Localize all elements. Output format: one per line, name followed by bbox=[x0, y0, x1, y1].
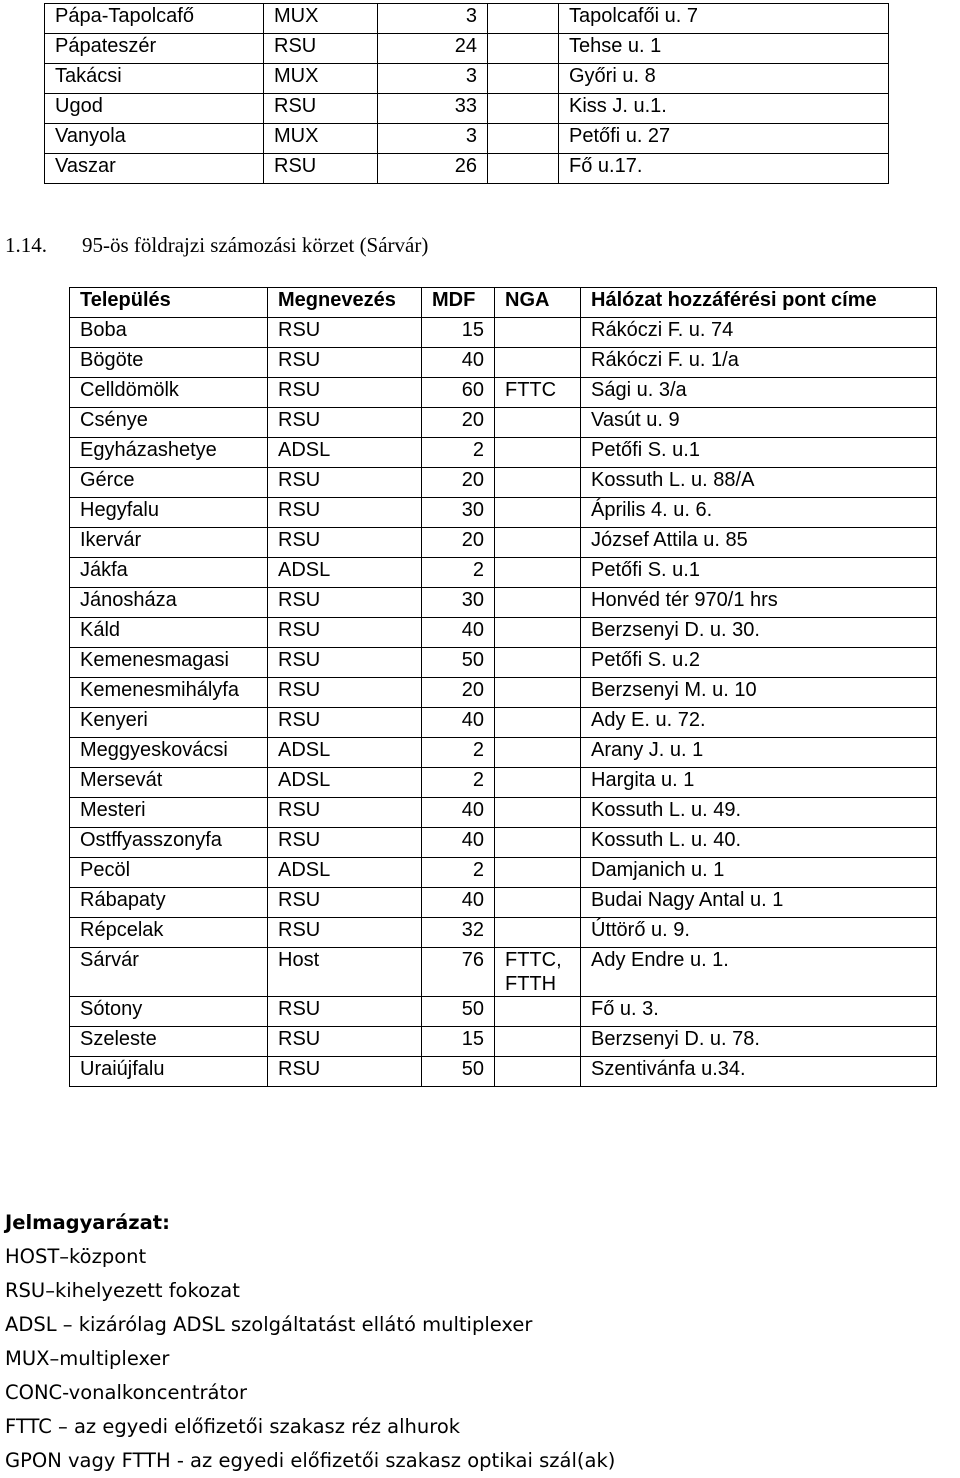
cell-settlement: Mesteri bbox=[70, 798, 268, 828]
cell-address: Berzsenyi D. u. 30. bbox=[581, 618, 937, 648]
cell-settlement: Bögöte bbox=[70, 348, 268, 378]
cell-address: Rákóczi F. u. 74 bbox=[581, 318, 937, 348]
cell-type: RSU bbox=[268, 318, 422, 348]
cell-nga: FTTC bbox=[495, 378, 581, 408]
section-number: 1.14. bbox=[5, 233, 47, 257]
cell-type: MUX bbox=[264, 64, 378, 94]
cell-nga bbox=[495, 618, 581, 648]
cell-settlement: Ikervár bbox=[70, 528, 268, 558]
cell-nga bbox=[495, 918, 581, 948]
cell-nga bbox=[495, 708, 581, 738]
table-row bbox=[70, 318, 937, 348]
cell-mdf: 40 bbox=[422, 708, 495, 738]
cell-address: Kossuth L. u. 40. bbox=[581, 828, 937, 858]
cell-address: Április 4. u. 6. bbox=[581, 498, 937, 528]
cell-type: RSU bbox=[264, 34, 378, 64]
cell-type: RSU bbox=[268, 498, 422, 528]
cell-settlement: Kenyeri bbox=[70, 708, 268, 738]
cell-type: MUX bbox=[264, 124, 378, 154]
cell-address: Győri u. 8 bbox=[559, 64, 889, 94]
cell-settlement: Jánosháza bbox=[70, 588, 268, 618]
cell-address: Berzsenyi D. u. 78. bbox=[581, 1027, 937, 1057]
cell-mdf: 20 bbox=[422, 678, 495, 708]
cell-nga bbox=[495, 348, 581, 378]
cell-type: RSU bbox=[268, 1057, 422, 1087]
cell-mdf: 3 bbox=[378, 64, 488, 94]
legend-item: HOST–központ bbox=[5, 1245, 147, 1268]
cell-settlement: Sótony bbox=[70, 997, 268, 1027]
cell-mdf: 40 bbox=[422, 348, 495, 378]
cell-settlement: Gérce bbox=[70, 468, 268, 498]
table-row bbox=[45, 34, 889, 64]
legend bbox=[5, 1206, 615, 1478]
table-row bbox=[70, 948, 937, 997]
cell-mdf: 2 bbox=[422, 858, 495, 888]
cell-type: ADSL bbox=[268, 558, 422, 588]
cell-mdf: 40 bbox=[422, 618, 495, 648]
cell-type: RSU bbox=[268, 408, 422, 438]
cell-settlement: Pápateszér bbox=[45, 34, 264, 64]
cell-settlement: Egyházashetye bbox=[70, 438, 268, 468]
cell-type: ADSL bbox=[268, 438, 422, 468]
cell-mdf: 2 bbox=[422, 558, 495, 588]
table-row bbox=[70, 828, 937, 858]
cell-type: RSU bbox=[268, 468, 422, 498]
cell-nga bbox=[495, 798, 581, 828]
table-row bbox=[70, 738, 937, 768]
cell-spacer bbox=[488, 4, 559, 34]
cell-type: MUX bbox=[264, 4, 378, 34]
cell-settlement: Csénye bbox=[70, 408, 268, 438]
cell-type: RSU bbox=[264, 94, 378, 124]
header-megnevezes: Megnevezés bbox=[268, 288, 422, 318]
cell-type: RSU bbox=[268, 378, 422, 408]
cell-nga bbox=[495, 528, 581, 558]
table-row bbox=[70, 618, 937, 648]
cell-mdf: 40 bbox=[422, 888, 495, 918]
cell-address: Tehse u. 1 bbox=[559, 34, 889, 64]
cell-settlement: Boba bbox=[70, 318, 268, 348]
cell-mdf: 2 bbox=[422, 738, 495, 768]
cell-nga bbox=[495, 588, 581, 618]
cell-mdf: 24 bbox=[378, 34, 488, 64]
cell-mdf: 50 bbox=[422, 1057, 495, 1087]
cell-address: Budai Nagy Antal u. 1 bbox=[581, 888, 937, 918]
cell-type: RSU bbox=[268, 888, 422, 918]
cell-nga bbox=[495, 858, 581, 888]
table-row bbox=[45, 94, 889, 124]
cell-type: RSU bbox=[268, 828, 422, 858]
section-title: 95-ös földrajzi számozási körzet (Sárvár) bbox=[82, 233, 429, 257]
cell-mdf: 76 bbox=[422, 948, 495, 997]
cell-address: Damjanich u. 1 bbox=[581, 858, 937, 888]
cell-nga bbox=[495, 828, 581, 858]
cell-nga bbox=[495, 678, 581, 708]
cell-address: Kossuth L. u. 49. bbox=[581, 798, 937, 828]
table-row bbox=[70, 558, 937, 588]
cell-nga: FTTC, FTTH bbox=[495, 948, 581, 997]
cell-mdf: 50 bbox=[422, 997, 495, 1027]
cell-type: RSU bbox=[268, 618, 422, 648]
cell-mdf: 50 bbox=[422, 648, 495, 678]
legend-title: Jelmagyarázat: bbox=[5, 1211, 170, 1234]
cell-nga bbox=[495, 408, 581, 438]
cell-address: Petőfi S. u.2 bbox=[581, 648, 937, 678]
cell-address: Ady Endre u. 1. bbox=[581, 948, 937, 997]
cell-nga bbox=[495, 997, 581, 1027]
cell-spacer bbox=[488, 154, 559, 184]
cell-address: Rákóczi F. u. 1/a bbox=[581, 348, 937, 378]
cell-type: Host bbox=[268, 948, 422, 997]
cell-mdf: 15 bbox=[422, 318, 495, 348]
table-row bbox=[45, 124, 889, 154]
cell-type: RSU bbox=[268, 918, 422, 948]
cell-mdf: 32 bbox=[422, 918, 495, 948]
cell-settlement: Répcelak bbox=[70, 918, 268, 948]
cell-mdf: 2 bbox=[422, 768, 495, 798]
cell-settlement: Jákfa bbox=[70, 558, 268, 588]
cell-nga bbox=[495, 648, 581, 678]
cell-mdf: 33 bbox=[378, 94, 488, 124]
cell-settlement: Kemenesmihályfa bbox=[70, 678, 268, 708]
cell-type: RSU bbox=[268, 1027, 422, 1057]
cell-settlement: Rábapaty bbox=[70, 888, 268, 918]
table-row bbox=[70, 438, 937, 468]
cell-spacer bbox=[488, 64, 559, 94]
cell-type: RSU bbox=[268, 708, 422, 738]
cell-nga bbox=[495, 318, 581, 348]
table-row bbox=[45, 154, 889, 184]
cell-settlement: Szeleste bbox=[70, 1027, 268, 1057]
table-row bbox=[70, 997, 937, 1027]
cell-address: Petőfi S. u.1 bbox=[581, 558, 937, 588]
legend-item: RSU–kihelyezett fokozat bbox=[5, 1279, 240, 1302]
cell-type: ADSL bbox=[268, 738, 422, 768]
cell-type: RSU bbox=[264, 154, 378, 184]
legend-item: GPON vagy FTTH - az egyedi előfizetői szakasz optikai szál(ak) bbox=[5, 1449, 616, 1472]
cell-nga bbox=[495, 1027, 581, 1057]
cell-nga bbox=[495, 468, 581, 498]
header-nga: NGA bbox=[495, 288, 581, 318]
cell-type: RSU bbox=[268, 588, 422, 618]
cell-address: Fő u. 3. bbox=[581, 997, 937, 1027]
header-mdf: MDF bbox=[422, 288, 495, 318]
table-row bbox=[45, 4, 889, 34]
cell-mdf: 20 bbox=[422, 528, 495, 558]
cell-settlement: Mersevát bbox=[70, 768, 268, 798]
cell-mdf: 20 bbox=[422, 408, 495, 438]
cell-address: Szentivánfa u.34. bbox=[581, 1057, 937, 1087]
cell-settlement: Káld bbox=[70, 618, 268, 648]
table-row bbox=[70, 348, 937, 378]
cell-mdf: 40 bbox=[422, 798, 495, 828]
legend-item: MUX–multiplexer bbox=[5, 1347, 170, 1370]
legend-item: CONC-vonalkoncentrátor bbox=[5, 1381, 248, 1404]
cell-address: Ady E. u. 72. bbox=[581, 708, 937, 738]
cell-address: Fő u.17. bbox=[559, 154, 889, 184]
cell-settlement: Hegyfalu bbox=[70, 498, 268, 528]
cell-nga bbox=[495, 1057, 581, 1087]
table-row bbox=[70, 708, 937, 738]
table-row bbox=[70, 888, 937, 918]
cell-nga bbox=[495, 738, 581, 768]
cell-settlement: Vanyola bbox=[45, 124, 264, 154]
cell-address: Kossuth L. u. 88/A bbox=[581, 468, 937, 498]
table-row bbox=[70, 378, 937, 408]
cell-mdf: 26 bbox=[378, 154, 488, 184]
table-row bbox=[45, 64, 889, 94]
cell-nga bbox=[495, 438, 581, 468]
cell-spacer bbox=[488, 124, 559, 154]
cell-spacer bbox=[488, 94, 559, 124]
table-row bbox=[70, 498, 937, 528]
table-row bbox=[70, 798, 937, 828]
cell-settlement: Ugod bbox=[45, 94, 264, 124]
cell-address: Hargita u. 1 bbox=[581, 768, 937, 798]
cell-settlement: Takácsi bbox=[45, 64, 264, 94]
cell-type: RSU bbox=[268, 528, 422, 558]
cell-settlement: Vaszar bbox=[45, 154, 264, 184]
cell-mdf: 30 bbox=[422, 498, 495, 528]
table-row bbox=[70, 678, 937, 708]
cell-address: Berzsenyi M. u. 10 bbox=[581, 678, 937, 708]
sarvar-area-table bbox=[69, 287, 937, 1087]
table-row bbox=[70, 1027, 937, 1057]
cell-mdf: 2 bbox=[422, 438, 495, 468]
cell-settlement: Uraiújfalu bbox=[70, 1057, 268, 1087]
cell-address: Vasút u. 9 bbox=[581, 408, 937, 438]
table-row bbox=[70, 528, 937, 558]
cell-nga bbox=[495, 558, 581, 588]
cell-address: Petőfi u. 27 bbox=[559, 124, 889, 154]
cell-settlement: Pápa-Tapolcafő bbox=[45, 4, 264, 34]
cell-mdf: 3 bbox=[378, 124, 488, 154]
cell-nga bbox=[495, 498, 581, 528]
top-exchange-table bbox=[44, 3, 889, 184]
cell-settlement: Ostffyasszonyfa bbox=[70, 828, 268, 858]
cell-mdf: 15 bbox=[422, 1027, 495, 1057]
legend-item: FTTC – az egyedi előfizetői szakasz réz alhurok bbox=[5, 1415, 461, 1438]
header-telepules: Település bbox=[70, 288, 268, 318]
table-row bbox=[70, 588, 937, 618]
cell-address: Sági u. 3/a bbox=[581, 378, 937, 408]
cell-type: ADSL bbox=[268, 858, 422, 888]
cell-settlement: Sárvár bbox=[70, 948, 268, 997]
cell-nga bbox=[495, 768, 581, 798]
cell-settlement: Celldömölk bbox=[70, 378, 268, 408]
cell-address: Arany J. u. 1 bbox=[581, 738, 937, 768]
cell-address: Petőfi S. u.1 bbox=[581, 438, 937, 468]
section-heading bbox=[5, 233, 428, 258]
table-row bbox=[70, 1057, 937, 1087]
table-row bbox=[70, 768, 937, 798]
cell-mdf: 40 bbox=[422, 828, 495, 858]
cell-address: József Attila u. 85 bbox=[581, 528, 937, 558]
cell-type: RSU bbox=[268, 348, 422, 378]
cell-settlement: Meggyeskovácsi bbox=[70, 738, 268, 768]
header-halozat-cim: Hálózat hozzáférési pont címe bbox=[581, 288, 937, 318]
cell-mdf: 30 bbox=[422, 588, 495, 618]
table-row bbox=[70, 858, 937, 888]
table-row bbox=[70, 648, 937, 678]
cell-type: RSU bbox=[268, 798, 422, 828]
table-row bbox=[70, 468, 937, 498]
cell-address: Tapolcafői u. 7 bbox=[559, 4, 889, 34]
cell-address: Kiss J. u.1. bbox=[559, 94, 889, 124]
cell-type: RSU bbox=[268, 997, 422, 1027]
cell-mdf: 3 bbox=[378, 4, 488, 34]
table-header-row bbox=[70, 288, 937, 318]
cell-type: ADSL bbox=[268, 768, 422, 798]
cell-mdf: 20 bbox=[422, 468, 495, 498]
cell-address: Honvéd tér 970/1 hrs bbox=[581, 588, 937, 618]
cell-nga bbox=[495, 888, 581, 918]
cell-mdf: 60 bbox=[422, 378, 495, 408]
cell-spacer bbox=[488, 34, 559, 64]
cell-type: RSU bbox=[268, 678, 422, 708]
cell-settlement: Kemenesmagasi bbox=[70, 648, 268, 678]
table-row bbox=[70, 408, 937, 438]
table-row bbox=[70, 918, 937, 948]
cell-type: RSU bbox=[268, 648, 422, 678]
cell-address: Úttörő u. 9. bbox=[581, 918, 937, 948]
cell-settlement: Pecöl bbox=[70, 858, 268, 888]
legend-item: ADSL – kizárólag ADSL szolgáltatást ellátó multiplexer bbox=[5, 1313, 533, 1336]
